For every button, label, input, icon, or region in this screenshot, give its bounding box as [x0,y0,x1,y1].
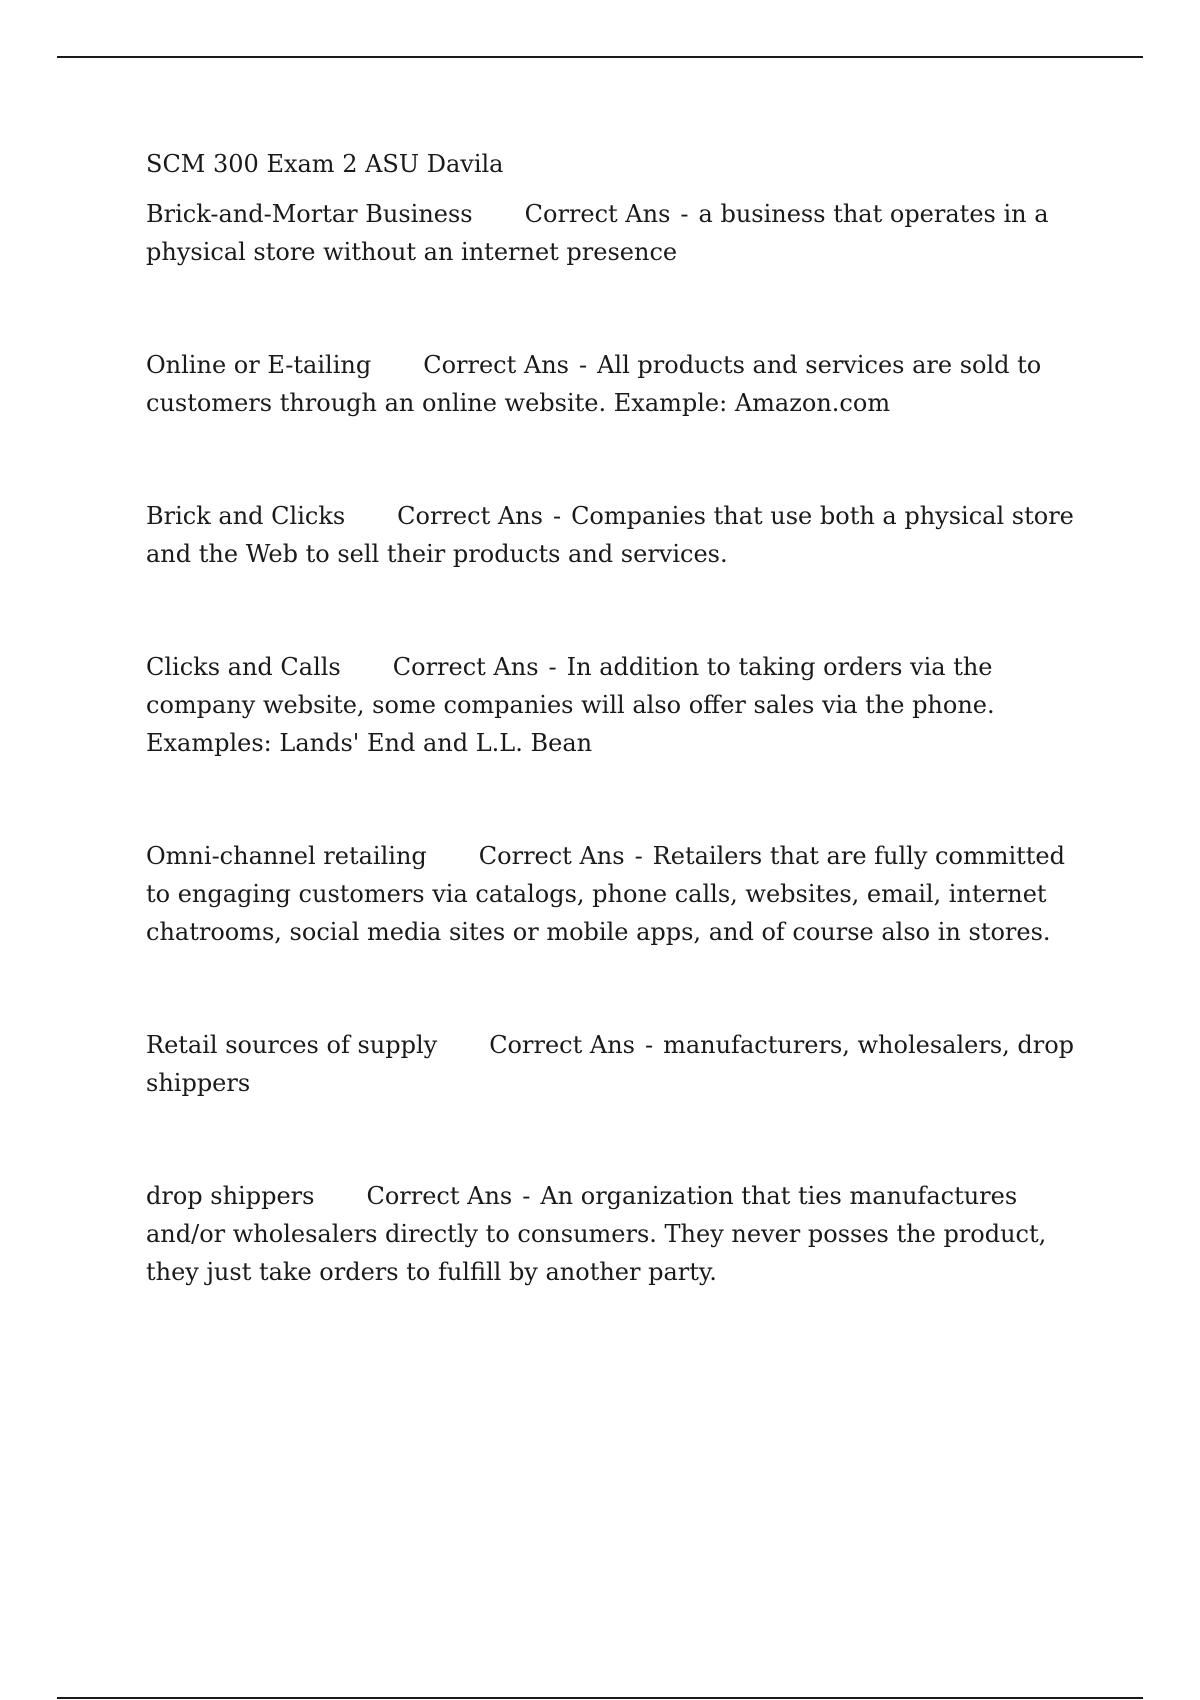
entry-term: drop shippers [146,1182,315,1210]
answer-label: Correct Ans [524,200,671,228]
entry-term: Retail sources of supply [146,1031,438,1059]
top-rule [57,56,1143,58]
answer-label: Correct Ans [423,351,569,379]
answer-dash: - [578,351,588,379]
entry [146,1177,1086,1291]
document-body [146,145,1086,1291]
entry-term: Online or E-tailing [146,351,372,379]
entry-definition: Companies that use both a physical store and the Web to sell their products and services. [146,502,1074,568]
entry-term: Brick and Clicks [146,502,346,530]
entry [146,346,1086,422]
answer-dash: - [644,1031,654,1059]
answer-label: Correct Ans [489,1031,635,1059]
entry-definition: An organization that ties manufactures and/or wholesalers directly to consumers. They never posses the product, they just take orders to fulfill by another party. [146,1182,1047,1286]
answer-dash: - [680,200,689,228]
answer-label: Correct Ans [397,502,543,530]
bottom-rule [57,1697,1143,1699]
document-title: SCM 300 Exam 2 ASU Davila [146,150,504,178]
answer-label: Correct Ans [366,1182,513,1210]
answer-dash: - [552,502,562,530]
entry-definition: a business that operates in a physical store without an internet presence [146,200,1049,266]
entry [146,497,1086,573]
entry [146,195,1086,271]
answer-dash: - [548,653,557,681]
answer-dash: - [634,842,643,870]
entry-definition: manufacturers, wholesalers, drop shippers [146,1031,1075,1097]
answer-label: Correct Ans [392,653,539,681]
entry-term: Clicks and Calls [146,653,341,681]
entry-definition: All products and services are sold to customers through an online website. Example: Amazon.com [146,351,1042,417]
answer-dash: - [522,1182,531,1210]
entry-definition: In addition to taking orders via the company website, some companies will also offer sales via the phone. Examples: Lands' End and L.L. Bean [146,653,995,757]
entry [146,648,1086,762]
entry-term: Brick-and-Mortar Business [146,200,473,228]
entry [146,837,1086,951]
entry-term: Omni-channel retailing [146,842,427,870]
answer-label: Correct Ans [478,842,625,870]
entry-definition: Retailers that are fully committed to engaging customers via catalogs, phone calls, websites, email, internet chatrooms, social media sites or mobile apps, and of course also in stores. [146,842,1065,946]
entry [146,1026,1086,1102]
